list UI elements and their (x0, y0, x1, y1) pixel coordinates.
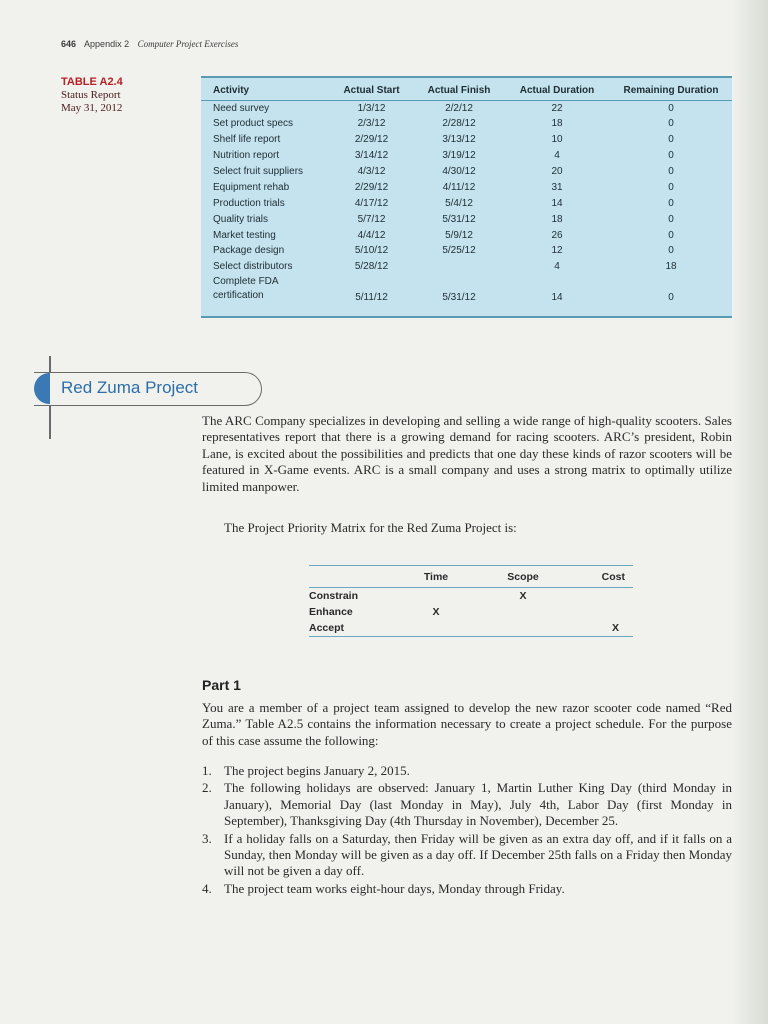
matrix-row (309, 620, 633, 636)
list-item-number: 2. (202, 780, 212, 796)
table-caption (61, 76, 191, 115)
matrix-cell-scope: X (519, 589, 527, 602)
list-item-number: 3. (202, 830, 212, 846)
start-cell: 2/29/12 (354, 181, 389, 193)
activity-cell: Equipment rehab (213, 181, 290, 193)
finish-cell: 2/28/12 (442, 118, 476, 130)
finish-cell: 4/11/12 (442, 181, 476, 193)
remaining-cell: 0 (668, 197, 674, 209)
list-item-text: The project team works eight-hour days, Monday through Friday. (224, 880, 565, 896)
start-cell: 3/14/12 (354, 150, 389, 162)
table-title: Status Report (61, 89, 121, 101)
start-cell: 4/3/12 (357, 166, 386, 177)
remaining-cell: 0 (668, 181, 674, 193)
table-row (201, 228, 732, 244)
activity-line: certification (213, 290, 264, 302)
matrix-header-time: Time (399, 566, 473, 588)
finish-cell: 5/31/12 (442, 292, 476, 304)
matrix-cell-cost (573, 588, 633, 604)
table-row (201, 101, 732, 117)
table-row (201, 132, 732, 148)
page-number: 646 (61, 39, 77, 49)
list-item (202, 780, 732, 829)
table-row (201, 196, 732, 212)
remaining-cell: 0 (668, 229, 674, 241)
activity-cell: Select fruit suppliers (213, 166, 304, 177)
remaining-cell: 0 (668, 245, 674, 257)
table-row (201, 259, 732, 275)
remaining-cell: 0 (668, 150, 674, 162)
header-actual-finish: Actual Finish (414, 78, 504, 101)
finish-cell: 5/4/12 (445, 197, 473, 209)
remaining-cell: 0 (668, 118, 674, 130)
table-row (201, 116, 732, 132)
section-title: Red Zuma Project (61, 378, 198, 397)
list-item (202, 763, 732, 779)
part-heading: Part 1 (202, 677, 241, 693)
matrix-cell-time: X (432, 605, 440, 618)
finish-cell: 5/25/12 (442, 245, 476, 257)
finish-cell: 2/2/12 (445, 102, 473, 114)
section-marker (34, 373, 50, 404)
assumption-list (202, 763, 732, 898)
table-header-row (201, 78, 732, 101)
remaining-cell: 0 (668, 292, 674, 304)
duration-cell: 18 (551, 118, 563, 130)
finish-cell: 3/19/12 (442, 150, 476, 162)
matrix-header-row (309, 566, 633, 588)
priority-matrix (309, 565, 633, 637)
activity-cell: Quality trials (213, 213, 269, 225)
activity-cell: Shelf life report (213, 134, 281, 146)
start-cell: 2/3/12 (357, 118, 386, 130)
duration-cell: 18 (551, 213, 563, 225)
activity-cell: Production trials (213, 197, 285, 209)
table-date: May 31, 2012 (61, 102, 123, 114)
activity-line: Complete FDA (213, 276, 279, 288)
activity-cell: Nutrition report (213, 150, 280, 162)
matrix-header-cost: Cost (573, 566, 633, 588)
duration-cell: 14 (551, 197, 563, 209)
matrix-cell-scope (473, 620, 573, 636)
start-cell: 5/11/12 (355, 292, 388, 304)
start-cell: 4/4/12 (357, 229, 386, 241)
list-item-number: 1. (202, 763, 212, 778)
matrix-cell-cost: X (611, 621, 619, 634)
activity-cell (201, 275, 329, 306)
list-item-text: If a holiday falls on a Saturday, then Friday will be given as an extra day off, and if it falls on a Sunday, then Monday will be given as a day off. If December 25th falls on a Friday then Monday will not be given a day off. (224, 830, 732, 879)
table-row (201, 180, 732, 196)
table-row (201, 148, 732, 164)
matrix-cell-time (399, 588, 473, 604)
matrix-row-label: Enhance (309, 605, 353, 618)
activity-cell: Package design (213, 245, 285, 257)
intro-paragraph: The ARC Company specializes in developing and selling a wide range of high-quality scooters. Sales representatives report that there is a growing demand for racing scooters. ARC’s president, Robin Lane, is excited about the possibilities and predicts that one day these kinds of razor scooters will be featured in X-Game events. ARC is a small company and uses a strong matrix to optimally utilize limited manpower. (202, 413, 732, 494)
table-row (201, 212, 732, 228)
table-row (201, 275, 732, 306)
activity-cell: Need survey (213, 102, 270, 114)
matrix-cell-cost (573, 604, 633, 620)
activity-cell: Set product specs (213, 118, 294, 130)
activity-cell: Select distributors (213, 261, 293, 273)
running-head (61, 39, 238, 49)
list-item (202, 831, 732, 880)
start-cell: 5/28/12 (354, 261, 389, 273)
matrix-corner (309, 566, 399, 588)
list-item (202, 881, 732, 897)
table-row (201, 164, 732, 180)
table-row (201, 244, 732, 260)
duration-cell: 10 (551, 134, 563, 146)
remaining-cell: 0 (668, 166, 674, 177)
finish-cell: 5/9/12 (445, 229, 473, 241)
duration-cell: 22 (551, 102, 563, 114)
start-cell: 5/7/12 (357, 213, 386, 225)
matrix-cell-time (399, 620, 473, 636)
duration-cell: 12 (551, 245, 563, 257)
header-actual-duration: Actual Duration (504, 78, 610, 101)
activity-cell: Market testing (213, 229, 276, 241)
matrix-cell-scope (473, 604, 573, 620)
header-activity: Activity (201, 78, 329, 101)
status-report-table (201, 76, 732, 318)
finish-cell: 3/13/12 (442, 134, 476, 146)
list-item-number: 4. (202, 880, 212, 896)
remaining-cell: 0 (668, 134, 674, 146)
page-edge-shadow (732, 0, 768, 1024)
duration-cell: 14 (551, 292, 563, 304)
matrix-row-label: Constrain (309, 589, 359, 602)
matrix-row-label: Accept (309, 621, 345, 634)
remaining-cell: 0 (668, 102, 674, 114)
remaining-cell: 0 (668, 213, 674, 225)
list-item-text: The following holidays are observed: January 1, Martin Luther King Day (third Monday in January), Memorial Day (last Monday in May), July 4th, Labor Day (first Monday in September), Thanksgiving Day (4th Thursday in November), December 25. (224, 780, 732, 829)
duration-cell: 31 (551, 181, 563, 193)
start-cell: 2/29/12 (354, 134, 389, 146)
list-item-text: The project begins January 2, 2015. (224, 763, 410, 778)
part1-paragraph: You are a member of a project team assigned to develop the new razor scooter code named “Red Zuma.” Table A2.5 contains the information necessary to create a project schedule. For the purpose of this case assume the following: (202, 700, 732, 748)
duration-cell: 4 (554, 261, 560, 273)
start-cell: 5/10/12 (354, 245, 389, 257)
duration-cell: 20 (551, 166, 563, 177)
start-cell: 4/17/12 (354, 197, 389, 209)
finish-cell: 4/30/12 (442, 166, 476, 177)
start-cell: 1/3/12 (357, 102, 386, 114)
table-label: TABLE A2.4 (61, 76, 123, 88)
matrix-row (309, 588, 633, 604)
header-remaining-duration: Remaining Duration (610, 78, 732, 101)
running-head-appendix: Appendix 2 (84, 39, 130, 49)
duration-cell: 26 (551, 229, 563, 241)
duration-cell: 4 (554, 150, 560, 162)
matrix-row (309, 604, 633, 620)
finish-cell (414, 259, 504, 275)
matrix-intro: The Project Priority Matrix for the Red Zuma Project is: (224, 520, 517, 535)
matrix-header-scope: Scope (473, 566, 573, 588)
remaining-cell: 18 (665, 261, 677, 273)
finish-cell: 5/31/12 (442, 213, 476, 225)
header-actual-start: Actual Start (329, 78, 414, 101)
running-head-title: Computer Project Exercises (137, 39, 239, 49)
